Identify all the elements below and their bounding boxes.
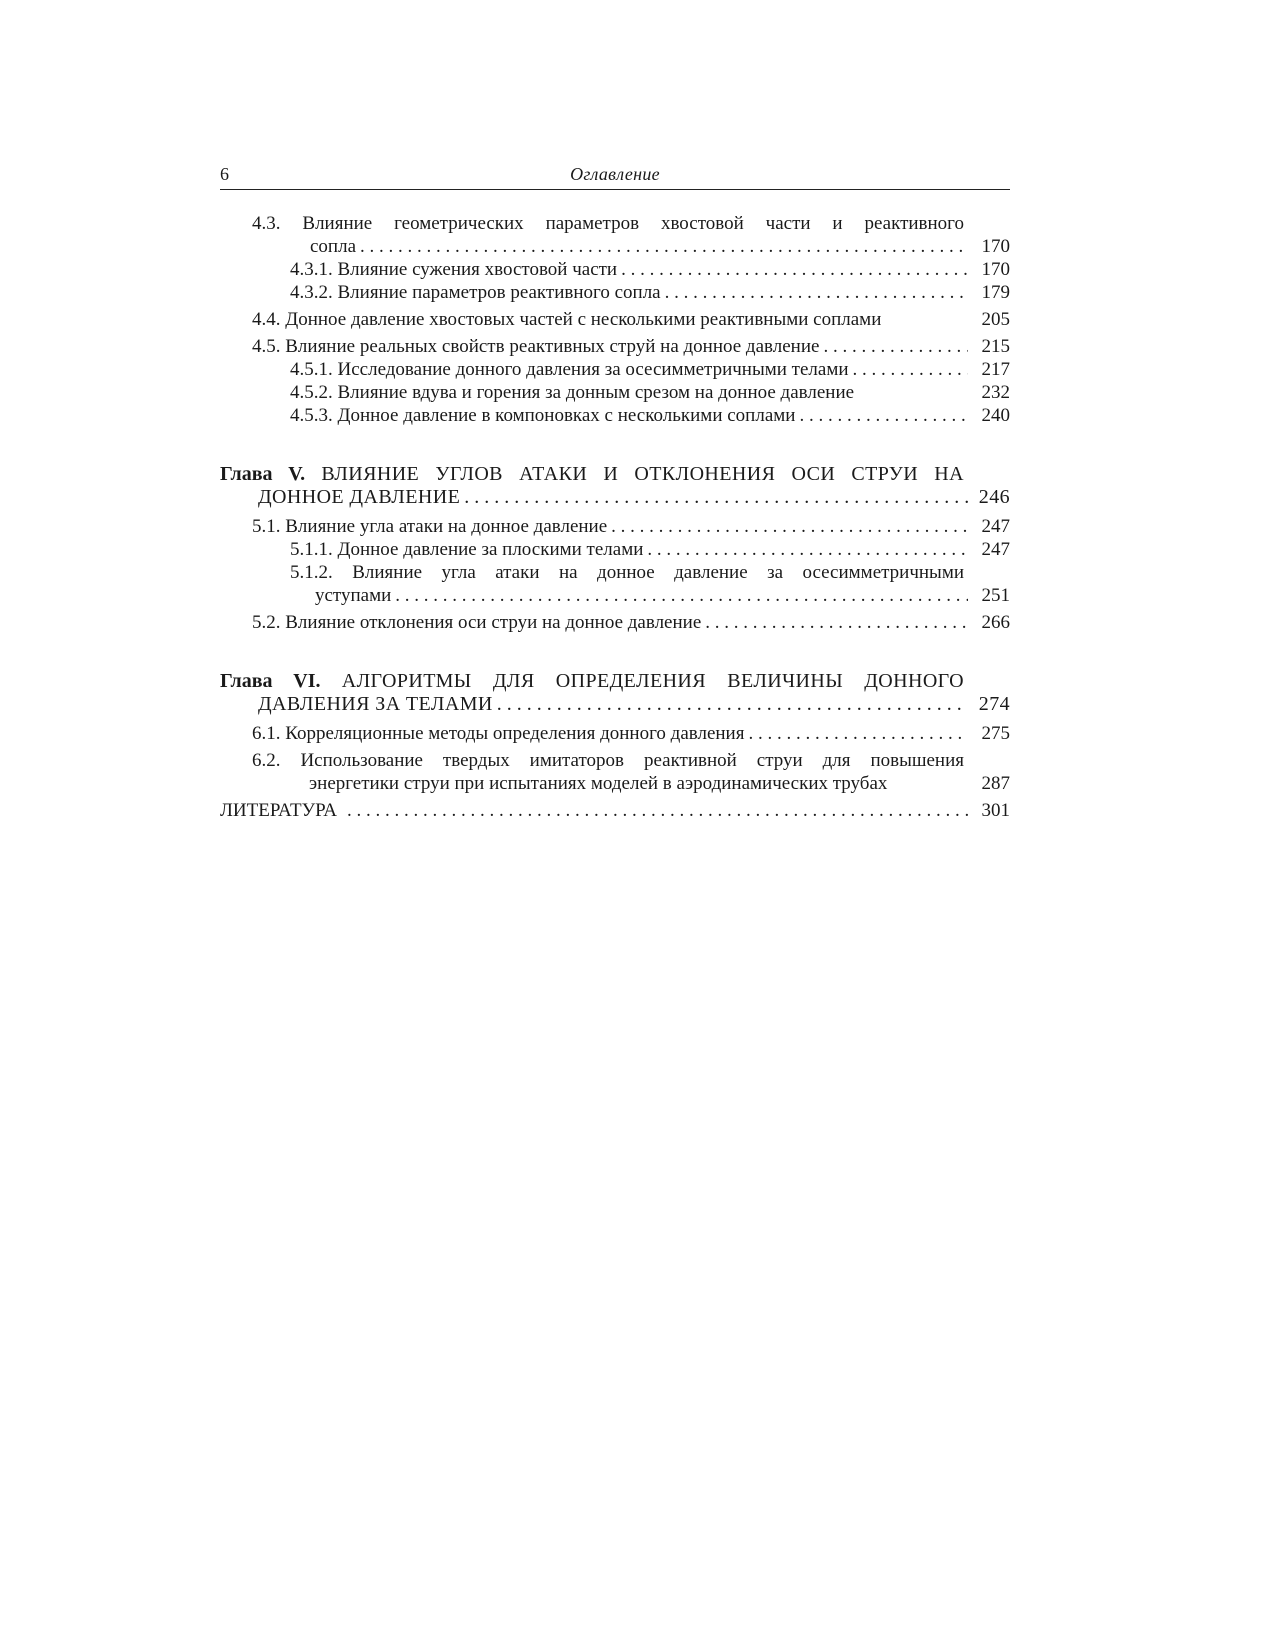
toc-entry-4-4[interactable]	[220, 308, 1010, 331]
toc-title: Донное давление за плоскими телами	[337, 539, 644, 560]
leader-dots	[853, 358, 968, 381]
toc-title: Донное давление в компоновках с несколькими соплами	[337, 405, 796, 426]
toc-title-line1: Влияние угла атаки на донное давление за осесимметричными	[352, 562, 965, 583]
toc-page: 266	[981, 612, 1010, 633]
chapter-label: Глава VI.	[220, 670, 321, 692]
leader-dots	[799, 404, 968, 427]
toc-number: 6.2.	[252, 750, 281, 771]
toc-page: 170	[981, 259, 1010, 280]
toc-page: 240	[981, 405, 1010, 426]
toc-entry-4-5-2[interactable]	[220, 381, 1010, 404]
toc-number: 5.1.2.	[290, 562, 333, 583]
toc-number: 4.5.	[252, 336, 281, 357]
toc-page: 287	[981, 773, 1010, 794]
toc-title: Донное давление хвостовых частей с несколькими реактивными соплами	[285, 309, 882, 330]
toc-number: 5.2.	[252, 612, 281, 633]
toc-number: 4.4.	[252, 309, 281, 330]
toc-entry-6-1[interactable]	[220, 722, 1010, 745]
toc-number: 6.1.	[252, 723, 281, 744]
toc-page: 274	[978, 693, 1010, 715]
toc-title: Влияние сужения хвостовой части	[337, 259, 618, 280]
toc-number: 4.5.3.	[290, 405, 333, 426]
leader-dots	[823, 335, 968, 358]
leader-dots	[360, 235, 968, 258]
table-of-contents	[220, 212, 1010, 822]
page-number: 6	[220, 164, 229, 184]
toc-entry-literature[interactable]	[220, 799, 1010, 822]
toc-number: 4.3.2.	[290, 282, 333, 303]
toc-title-line2: сопла	[310, 236, 357, 257]
chapter-title-line2: ДАВЛЕНИЯ ЗА ТЕЛАМИ	[258, 693, 493, 715]
toc-number: 4.5.1.	[290, 359, 333, 380]
leader-dots	[347, 799, 968, 822]
toc-title-line2: энергетики струи при испытаниях моделей в аэродинамических трубах	[309, 773, 888, 794]
toc-chapter-6[interactable]	[220, 670, 1010, 716]
chapter-title-line2: ДОННОЕ ДАВЛЕНИЕ	[258, 486, 461, 508]
leader-dots	[621, 258, 968, 281]
toc-entry-5-1[interactable]	[220, 515, 1010, 538]
toc-number: 4.3.	[252, 213, 281, 234]
toc-page: 215	[981, 336, 1010, 357]
leader-dots	[665, 281, 968, 304]
toc-page: 205	[981, 309, 1010, 330]
toc-page: 246	[978, 486, 1010, 508]
toc-entry-4-3-2[interactable]	[220, 281, 1010, 304]
toc-page: 170	[981, 236, 1010, 257]
leader-dots	[497, 693, 968, 716]
toc-entry-4-5-3[interactable]	[220, 404, 1010, 427]
toc-number: 4.3.1.	[290, 259, 333, 280]
chapter-label: Глава V.	[220, 463, 306, 485]
chapter-title-line1: АЛГОРИТМЫ ДЛЯ ОПРЕДЕЛЕНИЯ ВЕЛИЧИНЫ ДОННОГО	[341, 670, 964, 692]
toc-page: 232	[981, 382, 1010, 403]
toc-entry-5-2[interactable]	[220, 611, 1010, 634]
toc-page: 247	[981, 539, 1010, 560]
toc-page: 217	[981, 359, 1010, 380]
toc-title: ЛИТЕРАТУРА	[220, 800, 337, 821]
toc-title: Корреляционные методы определения донного давления	[285, 723, 745, 744]
toc-title-line1: Влияние геометрических параметров хвостовой части и реактивного	[302, 213, 964, 234]
toc-number: 4.5.2.	[290, 382, 333, 403]
toc-entry-4-3[interactable]	[220, 212, 1010, 258]
toc-page: 301	[981, 800, 1010, 821]
leader-dots	[647, 538, 968, 561]
toc-title: Влияние угла атаки на донное давление	[285, 516, 608, 537]
toc-page: 251	[981, 585, 1010, 606]
toc-title: Влияние параметров реактивного сопла	[337, 282, 661, 303]
leader-dots	[705, 611, 968, 634]
toc-number: 5.1.1.	[290, 539, 333, 560]
running-header	[220, 164, 1010, 190]
toc-title-line1: Использование твердых имитаторов реактивной струи для повышения	[300, 750, 964, 771]
toc-number: 5.1.	[252, 516, 281, 537]
running-title: Оглавление	[570, 164, 660, 184]
toc-title: Влияние вдува и горения за донным срезом на донное давление	[337, 382, 855, 403]
toc-entry-6-2[interactable]	[220, 749, 1010, 795]
toc-entry-5-1-1[interactable]	[220, 538, 1010, 561]
toc-title-line2: уступами	[315, 585, 392, 606]
toc-page: 275	[981, 723, 1010, 744]
toc-title: Влияние отклонения оси струи на донное давление	[285, 612, 702, 633]
toc-entry-4-3-1[interactable]	[220, 258, 1010, 281]
toc-page: 247	[981, 516, 1010, 537]
leader-dots	[748, 722, 968, 745]
toc-chapter-5[interactable]	[220, 463, 1010, 509]
leader-dots	[395, 584, 968, 607]
chapter-title-line1: ВЛИЯНИЕ УГЛОВ АТАКИ И ОТКЛОНЕНИЯ ОСИ СТРУИ НА	[321, 463, 964, 485]
toc-title: Влияние реальных свойств реактивных струй на донное давление	[285, 336, 820, 357]
leader-dots	[464, 486, 968, 509]
leader-dots	[611, 515, 968, 538]
toc-page: 179	[981, 282, 1010, 303]
toc-entry-5-1-2[interactable]	[220, 561, 1010, 607]
toc-entry-4-5-1[interactable]	[220, 358, 1010, 381]
toc-entry-4-5[interactable]	[220, 335, 1010, 358]
toc-title: Исследование донного давления за осесимметричными телами	[337, 359, 849, 380]
